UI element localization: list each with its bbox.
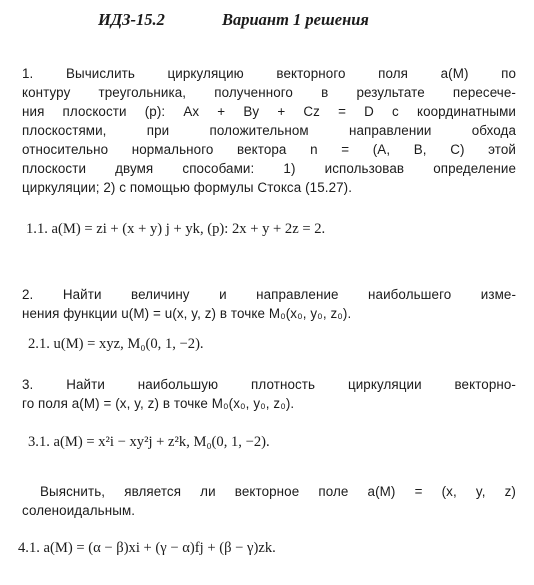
- problem-1-line: ния плоскости (p): Ax + By + Cz = D с координатными: [22, 104, 516, 119]
- problem-1-line: плоскостями, при положительном направлении обхода: [22, 123, 516, 138]
- problem-2-line: нения функции u(M) = u(x, y, z) в точке M₀(x₀, y₀, z₀).: [22, 306, 352, 321]
- problem-1-line: 1. Вычислить циркуляцию векторного поля a(M) по: [22, 66, 516, 81]
- assignment-code: ИДЗ-15.2: [98, 10, 165, 29]
- task-2-1: 2.1. u(M) = xyz, M₀(0, 1, −2).: [28, 336, 204, 352]
- problem-3-line: го поля a(M) = (x, y, z) в точке M₀(x₀, y₀, z₀).: [22, 396, 295, 411]
- problem-1-line: контуру треугольника, полученного в результате пересече-: [22, 85, 516, 100]
- task-4-1: 4.1. a(M) = (α − β)xi + (γ − α)fj + (β − γ)zk.: [18, 540, 276, 556]
- problem-2-line: 2. Найти величину и направление наибольшего изме-: [22, 287, 516, 302]
- problem-1-statement: [22, 64, 516, 197]
- variant-title: Вариант 1 решения: [222, 10, 369, 29]
- problem-4-statement: [22, 482, 516, 520]
- problem-3-statement: [22, 375, 516, 413]
- problem-1-line: циркуляции; 2) с помощью формулы Стокса (15.27).: [22, 180, 353, 195]
- problem-1-line: относительно нормального вектора n = (A, B, C) этой: [22, 142, 516, 157]
- problem-4-line: Выяснить, является ли векторное поле a(M) = (x, y, z): [40, 484, 516, 499]
- problem-3-line: 3. Найти наибольшую плотность циркуляции векторно-: [22, 377, 516, 392]
- task-1-1: 1.1. a(M) = zi + (x + y) j + yk, (p): 2x + y + 2z = 2.: [26, 221, 326, 237]
- document-header: [0, 10, 534, 34]
- problem-1-line: плоскости двумя способами: 1) использовав определение: [22, 161, 516, 176]
- problem-4-line: соленоидальным.: [22, 503, 136, 518]
- problem-2-statement: [22, 285, 516, 323]
- task-3-1: 3.1. a(M) = x²i − xy²j + z²k, M₀(0, 1, −2).: [28, 434, 270, 450]
